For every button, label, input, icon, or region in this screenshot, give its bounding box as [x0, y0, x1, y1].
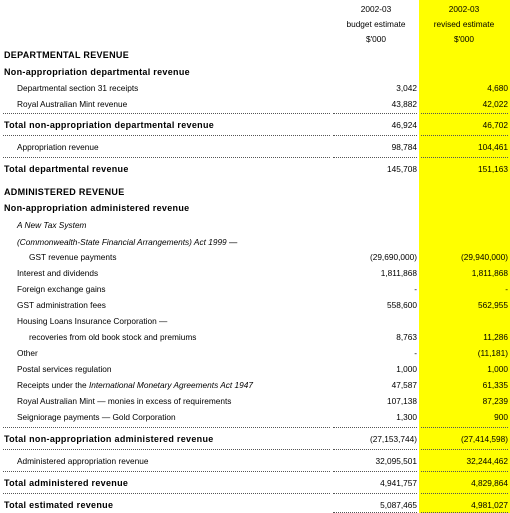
budget-estimate-value: 1,811,868 [380, 268, 417, 278]
budget-estimate-value: 43,882 [391, 99, 417, 109]
revised-estimate-value: 1,811,868 [471, 268, 508, 278]
header-row-unit [0, 32, 510, 46]
row-label: Other [17, 348, 38, 358]
separator-rule [3, 113, 330, 114]
table-row [0, 250, 510, 264]
separator-rule [333, 113, 417, 114]
budget-estimate-value: 98,784 [391, 142, 417, 152]
separator-rule [3, 157, 330, 158]
table-row [0, 432, 510, 446]
revised-estimate-value: 4,981,027 [471, 500, 508, 510]
separator-rule [333, 427, 417, 428]
row-label: (Commonwealth-State Financial Arrangements) Act 1999 — [17, 237, 238, 247]
table-row [0, 218, 510, 232]
budget-estimate-value: 47,587 [391, 380, 417, 390]
row-label-act-name: International Monetary Agreements Act 1947 [88, 380, 253, 390]
table-row [0, 476, 510, 490]
table-row [0, 454, 510, 468]
separator-rule [333, 135, 417, 136]
table-row [0, 97, 510, 111]
budget-estimate-value: 5,087,465 [380, 500, 417, 510]
table-row [0, 185, 510, 199]
table-row [0, 140, 510, 154]
budget-estimate-value: - [414, 348, 417, 358]
row-label: A New Tax System [17, 220, 87, 230]
budget-estimate-value: (27,153,744) [369, 434, 417, 444]
separator-rule [333, 493, 417, 494]
revised-estimate-value: (29,940,000) [460, 252, 508, 262]
col2-year: 2002-03 [448, 4, 480, 14]
budget-estimate-value: 8,763 [396, 332, 417, 342]
col1-type: budget estimate [346, 19, 406, 29]
row-label: Total administered revenue [4, 478, 129, 488]
table-row [0, 330, 510, 344]
separator-rule [421, 135, 508, 136]
row-label: Non-appropriation departmental revenue [4, 67, 190, 77]
row-label: Foreign exchange gains [17, 284, 106, 294]
row-label: Housing Loans Insurance Corporation — [17, 316, 168, 326]
separator-rule [421, 427, 508, 428]
table-row [0, 410, 510, 424]
table-row [0, 378, 510, 392]
revised-estimate-value: 11,286 [483, 332, 508, 342]
separator-rule [3, 471, 330, 472]
header-row-year [0, 2, 510, 16]
separator-rule [421, 493, 508, 494]
budget-estimate-value: (29,690,000) [369, 252, 417, 262]
table-row [0, 282, 510, 296]
budget-estimate-value: - [414, 284, 417, 294]
row-label: Royal Australian Mint revenue [17, 99, 128, 109]
row-label: Departmental section 31 receipts [17, 83, 139, 93]
row-label: Total non-appropriation departmental revenue [4, 120, 215, 130]
row-label: Total departmental revenue [4, 164, 129, 174]
col2-unit: $'000 [453, 34, 475, 44]
revised-estimate-value: 151,163 [478, 164, 508, 174]
table-row [0, 81, 510, 95]
row-label: GST administration fees [17, 300, 106, 310]
separator-rule [421, 113, 508, 114]
separator-rule [421, 157, 508, 158]
separator-rule [421, 449, 508, 450]
table-row [0, 65, 510, 79]
row-label: DEPARTMENTAL REVENUE [4, 50, 130, 60]
table-row [0, 48, 510, 62]
revised-estimate-value: 42,022 [482, 99, 508, 109]
row-label: recoveries from old book stock and premiums [29, 332, 197, 342]
table-row [0, 298, 510, 312]
separator-rule [3, 135, 330, 136]
separator-rule [3, 427, 330, 428]
budget-estimate-value: 32,095,501 [375, 456, 417, 466]
table-row [0, 362, 510, 376]
col1-unit: $'000 [365, 34, 387, 44]
budget-estimate-value: 558,600 [387, 300, 417, 310]
revised-estimate-value: 562,955 [478, 300, 508, 310]
separator-rule [421, 471, 508, 472]
budget-estimate-value: 46,924 [391, 120, 417, 130]
table-row [0, 314, 510, 328]
budget-estimate-value: 3,042 [396, 83, 417, 93]
row-label: Appropriation revenue [17, 142, 99, 152]
table-row [0, 498, 510, 512]
row-label [17, 378, 253, 392]
revised-estimate-value: (27,414,598) [460, 434, 508, 444]
row-label: Total non-appropriation administered revenue [4, 434, 214, 444]
budget-estimate-value: 4,941,757 [380, 478, 417, 488]
row-label: Total estimated revenue [4, 500, 114, 510]
revised-estimate-value: - [505, 284, 508, 294]
separator-rule [3, 449, 330, 450]
table-row [0, 162, 510, 176]
table-row [0, 346, 510, 360]
revised-estimate-value: 4,829,864 [471, 478, 508, 488]
separator-rule [3, 493, 330, 494]
revised-estimate-value: 104,461 [478, 142, 508, 152]
table-row [0, 266, 510, 280]
table-row [0, 394, 510, 408]
col1-year: 2002-03 [360, 4, 392, 14]
row-label: Administered appropriation revenue [17, 456, 149, 466]
revised-estimate-value: 32,244,462 [466, 456, 508, 466]
table-row [0, 118, 510, 132]
row-label: Non-appropriation administered revenue [4, 203, 190, 213]
row-label: ADMINISTERED REVENUE [4, 187, 125, 197]
budget-estimate-value: 1,000 [396, 364, 417, 374]
budget-estimate-value: 1,300 [396, 412, 417, 422]
row-label: Seigniorage payments — Gold Corporation [17, 412, 176, 422]
revised-estimate-value: 46,702 [482, 120, 508, 130]
row-label: Postal services regulation [17, 364, 112, 374]
separator-rule [333, 471, 417, 472]
budget-estimate-value: 107,138 [387, 396, 417, 406]
revised-estimate-value: 4,680 [487, 83, 508, 93]
revised-estimate-value: 900 [494, 412, 508, 422]
revised-estimate-value: 61,335 [482, 380, 508, 390]
row-label-text: Receipts under the [17, 380, 89, 390]
header-row-type [0, 17, 510, 31]
table-row [0, 201, 510, 215]
row-label: Interest and dividends [17, 268, 99, 278]
col2-type: revised estimate [433, 19, 495, 29]
separator-rule [333, 157, 417, 158]
budget-estimate-value: 145,708 [387, 164, 417, 174]
revised-estimate-value: 87,239 [482, 396, 508, 406]
revised-estimate-value: (11,181) [477, 348, 508, 358]
table-row [0, 235, 510, 249]
separator-rule [333, 449, 417, 450]
row-label: Royal Australian Mint — monies in excess of requirements [17, 396, 232, 406]
revised-estimate-value: 1,000 [487, 364, 508, 374]
row-label: GST revenue payments [29, 252, 117, 262]
